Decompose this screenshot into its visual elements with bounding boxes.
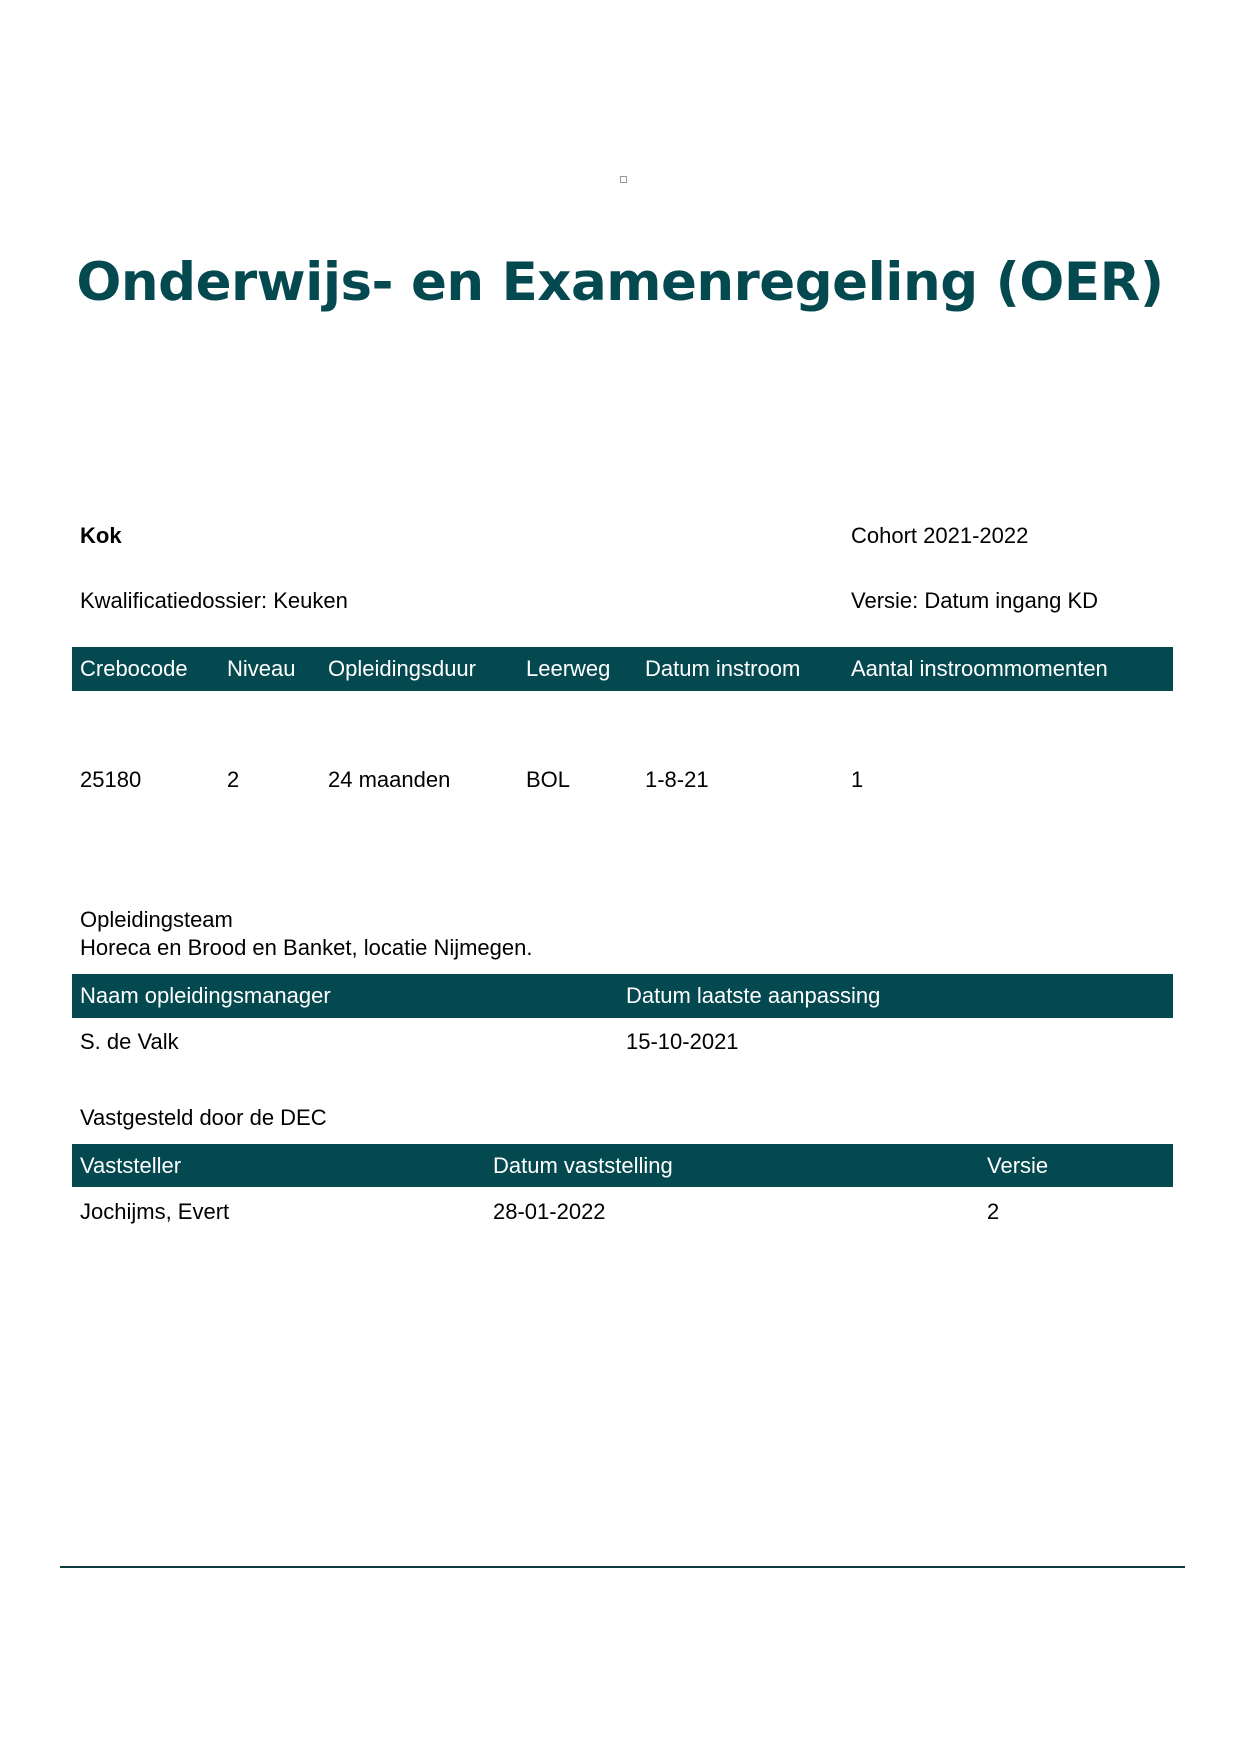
cell-vaststeller: Jochijms, Evert: [80, 1199, 230, 1224]
program-name: Kok: [80, 523, 122, 548]
cell-datum-instroom: 1-8-21: [645, 767, 709, 792]
header-versie: Versie: [987, 1153, 1049, 1178]
cell-opleidingsduur: 24 maanden: [328, 767, 451, 792]
qualification-dossier: Kwalificatiedossier: Keuken: [80, 588, 348, 613]
team-name: Horeca en Brood en Banket, locatie Nijmegen.: [80, 935, 533, 960]
header-datum-vaststelling: Datum vaststelling: [493, 1153, 673, 1178]
manager-table-header: [72, 974, 1173, 1018]
establish-table-header: [72, 1144, 1173, 1187]
cell-datum-vaststelling: 28-01-2022: [493, 1199, 606, 1224]
version-note: Versie: Datum ingang KD: [851, 588, 1099, 613]
cell-niveau: 2: [227, 767, 240, 792]
cell-leerweg: BOL: [526, 767, 571, 792]
cell-last-modified: 15-10-2021: [626, 1029, 739, 1054]
header-aantal-instroommomenten: Aantal instroommomenten: [851, 656, 1108, 681]
header-opleidingsduur: Opleidingsduur: [328, 656, 476, 681]
placeholder-image-icon: [620, 176, 627, 183]
cell-versie: 2: [987, 1199, 1000, 1224]
footer-divider: [60, 1566, 1185, 1568]
header-datum-instroom: Datum instroom: [645, 656, 801, 681]
header-datum-laatste-aanpassing: Datum laatste aanpassing: [626, 983, 881, 1008]
cohort-label: Cohort 2021-2022: [851, 523, 1029, 548]
header-niveau: Niveau: [227, 656, 296, 681]
document-title: Onderwijs- en Examenregeling (OER): [76, 252, 1164, 313]
cell-crebocode: 25180: [80, 767, 142, 792]
team-label: Opleidingsteam: [80, 907, 233, 932]
cell-manager-name: S. de Valk: [80, 1029, 179, 1054]
cell-aantal-instroommomenten: 1: [851, 767, 864, 792]
header-crebocode: Crebocode: [80, 656, 188, 681]
program-table-header: [72, 647, 1173, 691]
header-vaststeller: Vaststeller: [80, 1153, 182, 1178]
header-leerweg: Leerweg: [526, 656, 611, 681]
dec-label: Vastgesteld door de DEC: [80, 1105, 327, 1130]
header-naam-opleidingsmanager: Naam opleidingsmanager: [80, 983, 331, 1008]
